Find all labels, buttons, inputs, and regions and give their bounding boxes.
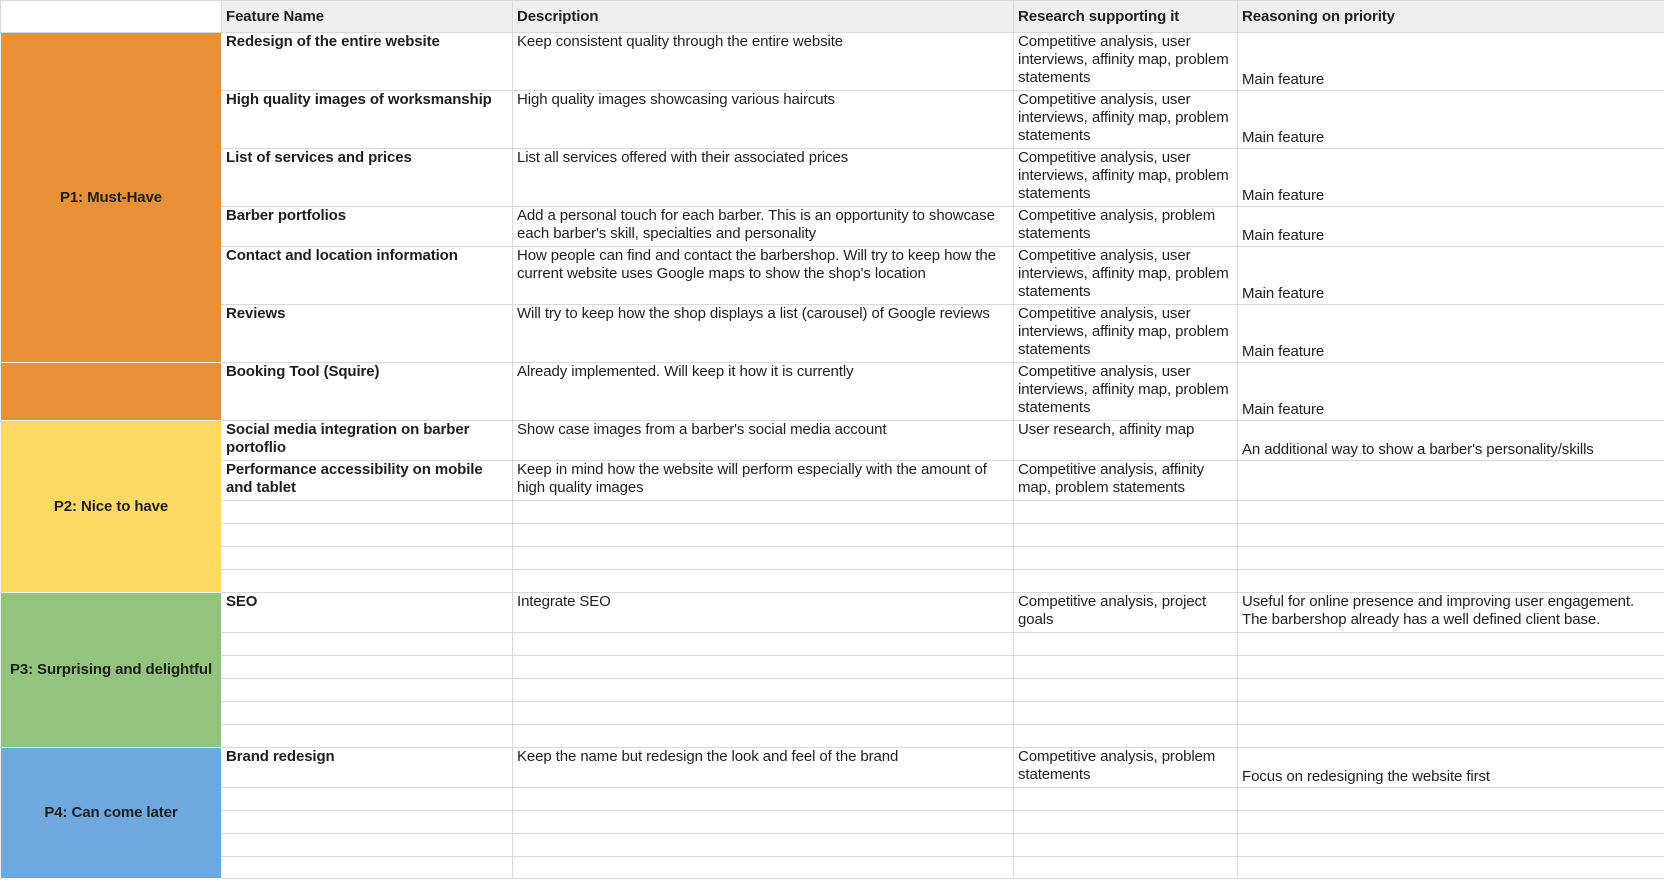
- empty-cell[interactable]: [222, 570, 513, 593]
- research-cell[interactable]: Competitive analysis, user interviews, affinity map, problem statements: [1014, 363, 1238, 421]
- feature-name-cell[interactable]: Brand redesign: [222, 748, 513, 788]
- empty-cell[interactable]: [513, 524, 1014, 547]
- empty-cell[interactable]: [1238, 656, 1664, 679]
- table-row: [1, 247, 1664, 305]
- research-cell[interactable]: Competitive analysis, affinity map, problem statements: [1014, 461, 1238, 501]
- header-cell-feature-name[interactable]: Feature Name: [222, 1, 513, 33]
- empty-cell[interactable]: [513, 857, 1014, 879]
- empty-cell[interactable]: [1014, 570, 1238, 593]
- empty-cell[interactable]: [1238, 679, 1664, 702]
- empty-cell[interactable]: [222, 857, 513, 879]
- empty-cell[interactable]: [222, 834, 513, 857]
- empty-cell[interactable]: [1238, 524, 1664, 547]
- reasoning-cell[interactable]: Focus on redesigning the website first: [1238, 748, 1664, 788]
- priority-cell-p3[interactable]: P3: Surprising and delightful: [1, 593, 222, 748]
- header-row: [1, 1, 1664, 33]
- description-cell[interactable]: Integrate SEO: [513, 593, 1014, 633]
- table-row: [1, 149, 1664, 207]
- empty-cell[interactable]: [513, 656, 1014, 679]
- description-cell[interactable]: Show case images from a barber's social media account: [513, 421, 1014, 461]
- table-row: [1, 461, 1664, 501]
- empty-cell[interactable]: [513, 725, 1014, 748]
- description-cell[interactable]: Keep the name but redesign the look and feel of the brand: [513, 748, 1014, 788]
- header-cell-description[interactable]: Description: [513, 1, 1014, 33]
- description-cell[interactable]: Add a personal touch for each barber. This is an opportunity to showcase each barber's skill, specialties and personality: [513, 207, 1014, 247]
- table-row: [1, 421, 1664, 461]
- table-row: [1, 91, 1664, 149]
- research-cell[interactable]: User research, affinity map: [1014, 421, 1238, 461]
- empty-cell[interactable]: [1238, 501, 1664, 524]
- header-cell-reasoning[interactable]: Reasoning on priority: [1238, 1, 1664, 33]
- empty-cell[interactable]: [1238, 547, 1664, 570]
- empty-row: [1, 788, 1664, 811]
- empty-row: [1, 633, 1664, 656]
- empty-cell[interactable]: [1014, 811, 1238, 834]
- empty-cell[interactable]: [1238, 702, 1664, 725]
- empty-row: [1, 679, 1664, 702]
- description-cell[interactable]: High quality images showcasing various haircuts: [513, 91, 1014, 149]
- empty-cell[interactable]: [222, 547, 513, 570]
- research-cell[interactable]: Competitive analysis, user interviews, affinity map, problem statements: [1014, 305, 1238, 363]
- empty-row: [1, 857, 1664, 879]
- empty-cell[interactable]: [1014, 633, 1238, 656]
- empty-cell[interactable]: [513, 811, 1014, 834]
- feature-name-cell[interactable]: Redesign of the entire website: [222, 33, 513, 91]
- empty-row: [1, 570, 1664, 593]
- empty-cell[interactable]: [513, 633, 1014, 656]
- description-cell[interactable]: Will try to keep how the shop displays a list (carousel) of Google reviews: [513, 305, 1014, 363]
- empty-row: [1, 834, 1664, 857]
- empty-cell[interactable]: [1014, 524, 1238, 547]
- empty-cell[interactable]: [1014, 656, 1238, 679]
- empty-cell[interactable]: [513, 834, 1014, 857]
- description-cell[interactable]: Already implemented. Will keep it how it is currently: [513, 363, 1014, 421]
- empty-cell[interactable]: [1014, 679, 1238, 702]
- empty-cell[interactable]: [513, 679, 1014, 702]
- header-cell-research[interactable]: Research supporting it: [1014, 1, 1238, 33]
- reasoning-cell[interactable]: Main feature: [1238, 207, 1664, 247]
- empty-row: [1, 501, 1664, 524]
- feature-name-cell[interactable]: Reviews: [222, 305, 513, 363]
- feature-name-cell[interactable]: High quality images of worksmanship: [222, 91, 513, 149]
- empty-cell[interactable]: [222, 656, 513, 679]
- reasoning-cell[interactable]: An additional way to show a barber's personality/skills: [1238, 421, 1664, 461]
- feature-name-cell[interactable]: Social media integration on barber portoflio: [222, 421, 513, 461]
- feature-name-cell[interactable]: SEO: [222, 593, 513, 633]
- reasoning-cell[interactable]: Main feature: [1238, 305, 1664, 363]
- description-cell[interactable]: How people can find and contact the barbershop. Will try to keep how the current website uses Google maps to show the shop's location: [513, 247, 1014, 305]
- empty-cell[interactable]: [222, 788, 513, 811]
- reasoning-cell[interactable]: Main feature: [1238, 363, 1664, 421]
- priority-cell-p4[interactable]: P4: Can come later: [1, 748, 222, 879]
- empty-cell[interactable]: [1014, 501, 1238, 524]
- research-cell[interactable]: Competitive analysis, project goals: [1014, 593, 1238, 633]
- empty-cell[interactable]: [513, 501, 1014, 524]
- description-cell[interactable]: Keep consistent quality through the entire website: [513, 33, 1014, 91]
- priority-cell-p1-continued[interactable]: [1, 363, 222, 421]
- research-cell[interactable]: Competitive analysis, user interviews, affinity map, problem statements: [1014, 33, 1238, 91]
- empty-row: [1, 702, 1664, 725]
- reasoning-cell[interactable]: Main feature: [1238, 247, 1664, 305]
- empty-cell[interactable]: [1014, 788, 1238, 811]
- empty-cell[interactable]: [1238, 857, 1664, 879]
- empty-cell[interactable]: [1238, 834, 1664, 857]
- feature-name-cell[interactable]: List of services and prices: [222, 149, 513, 207]
- reasoning-cell[interactable]: Main feature: [1238, 149, 1664, 207]
- table-row: [1, 748, 1664, 788]
- empty-row: [1, 725, 1664, 748]
- feature-name-cell[interactable]: Contact and location information: [222, 247, 513, 305]
- empty-row: [1, 811, 1664, 834]
- reasoning-cell[interactable]: Main feature: [1238, 33, 1664, 91]
- feature-name-cell[interactable]: Performance accessibility on mobile and tablet: [222, 461, 513, 501]
- reasoning-cell[interactable]: Main feature: [1238, 91, 1664, 149]
- empty-cell[interactable]: [222, 501, 513, 524]
- table-row: [1, 593, 1664, 633]
- empty-cell[interactable]: [1238, 725, 1664, 748]
- empty-cell[interactable]: [1014, 702, 1238, 725]
- empty-cell[interactable]: [1238, 570, 1664, 593]
- priority-cell-p1[interactable]: P1: Must-Have: [1, 33, 222, 363]
- empty-cell[interactable]: [1014, 547, 1238, 570]
- priority-cell-p2[interactable]: P2: Nice to have: [1, 421, 222, 593]
- empty-cell[interactable]: [513, 788, 1014, 811]
- empty-cell[interactable]: [222, 702, 513, 725]
- empty-cell[interactable]: [513, 547, 1014, 570]
- empty-cell[interactable]: [513, 702, 1014, 725]
- empty-cell[interactable]: [1014, 725, 1238, 748]
- empty-cell[interactable]: [1238, 811, 1664, 834]
- empty-row: [1, 547, 1664, 570]
- empty-cell[interactable]: [222, 811, 513, 834]
- header-cell-priority[interactable]: [1, 1, 222, 33]
- table-row: [1, 207, 1664, 247]
- empty-cell[interactable]: [1238, 788, 1664, 811]
- empty-cell[interactable]: [222, 679, 513, 702]
- research-cell[interactable]: Competitive analysis, user interviews, affinity map, problem statements: [1014, 91, 1238, 149]
- research-cell[interactable]: Competitive analysis, problem statements: [1014, 748, 1238, 788]
- empty-cell[interactable]: [513, 570, 1014, 593]
- table-row: [1, 33, 1664, 91]
- feature-name-cell[interactable]: Barber portfolios: [222, 207, 513, 247]
- empty-cell[interactable]: [1014, 834, 1238, 857]
- empty-cell[interactable]: [222, 633, 513, 656]
- empty-row: [1, 524, 1664, 547]
- empty-cell[interactable]: [222, 725, 513, 748]
- empty-cell[interactable]: [1238, 633, 1664, 656]
- reasoning-cell[interactable]: Useful for online presence and improving user engagement. The barbershop already has a well defined client base.: [1238, 593, 1664, 633]
- empty-cell[interactable]: [1014, 857, 1238, 879]
- table-row: [1, 363, 1664, 421]
- reasoning-cell[interactable]: [1238, 461, 1664, 501]
- empty-row: [1, 656, 1664, 679]
- table-row: [1, 305, 1664, 363]
- feature-name-cell[interactable]: Booking Tool (Squire): [222, 363, 513, 421]
- description-cell[interactable]: List all services offered with their associated prices: [513, 149, 1014, 207]
- empty-cell[interactable]: [222, 524, 513, 547]
- research-cell[interactable]: Competitive analysis, user interviews, affinity map, problem statements: [1014, 149, 1238, 207]
- description-cell[interactable]: Keep in mind how the website will perform especially with the amount of high quality images: [513, 461, 1014, 501]
- research-cell[interactable]: Competitive analysis, problem statements: [1014, 207, 1238, 247]
- research-cell[interactable]: Competitive analysis, user interviews, affinity map, problem statements: [1014, 247, 1238, 305]
